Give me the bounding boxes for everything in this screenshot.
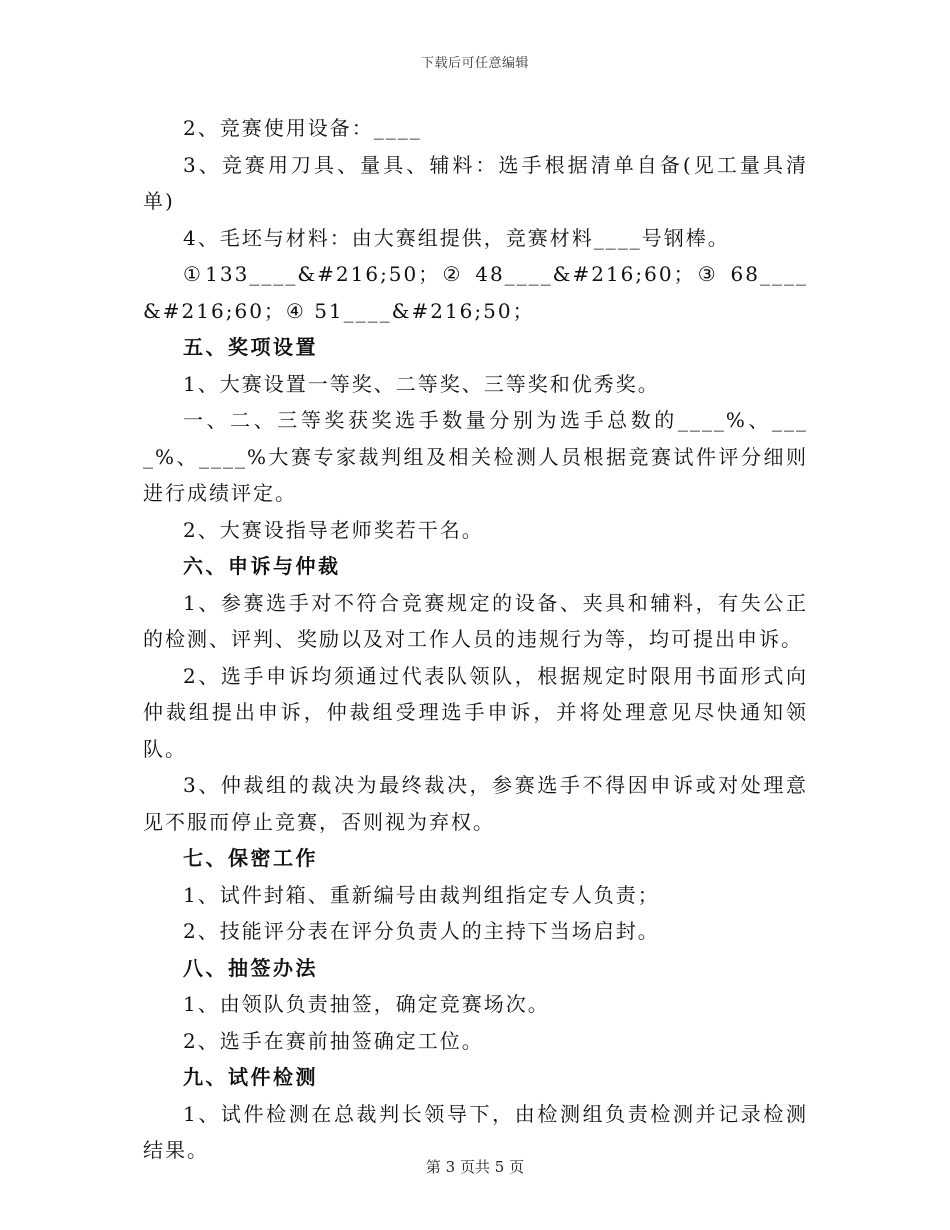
paragraph-mentor-award: 2、大赛设指导老师奖若干名。	[183, 517, 484, 542]
paragraph-equipment: 2、竞赛使用设备：____	[183, 116, 422, 140]
paragraph-appeal-process: 2、选手申诉均须通过代表队领队，根据规定时限用书面形式向仲裁组提出申诉，仲裁组受理选手申诉，并将处理意见尽快通知领队。	[143, 663, 808, 761]
paragraph-draw-session: 1、由领队负责抽签，确定竞赛场次。	[183, 992, 550, 1016]
paragraph-arbitration-final: 3、仲裁组的裁决为最终裁决，参赛选手不得因申诉或对处理意见不服而停止竞赛，否则视为弃权。	[143, 773, 808, 834]
paragraph-award-levels: 1、大赛设置一等奖、二等奖、三等奖和优秀奖。	[183, 371, 660, 396]
paragraph-appeal-scope: 1、参赛选手对不符合竞赛规定的设备、夹具和辅料，有失公正的检测、评判、奖励以及对工作人员的违规行为等，均可提出申诉。	[143, 590, 808, 651]
section-heading-draw: 八、抽签办法	[183, 955, 318, 980]
paragraph-materials: 4、毛坯与材料：由大赛组提供，竞赛材料____号钢棒。	[183, 225, 730, 250]
section-heading-awards: 五、奖项设置	[183, 335, 318, 359]
section-heading-inspection: 九、试件检测	[183, 1065, 318, 1089]
paragraph-award-ratios: 一、二、三等奖获奖选手数量分别为选手总数的____%、____%、____%大赛专家裁判组及相关检测人员根据竞赛试件评分细则进行成绩评定。	[143, 408, 808, 505]
paragraph-tools: 3、竞赛用刀具、量具、辅料：选手根据清单自备(见工量具清单)	[143, 152, 808, 213]
paragraph-score-sheet: 2、技能评分表在评分负责人的主持下当场启封。	[183, 919, 660, 943]
paragraph-inspection: 1、试件检测在总裁判长领导下，由检测组负责检测并记录检测结果。	[143, 1101, 808, 1162]
paragraph-material-specs: ①133____&#216;50；② 48____&#216;60；③ 68____&#216;60；④ 51____&#216;50；	[143, 262, 808, 323]
section-heading-appeals: 六、申诉与仲裁	[183, 554, 341, 578]
paragraph-draw-station: 2、选手在赛前抽签确定工位。	[183, 1028, 484, 1053]
page-header: 下载后可任意编辑	[420, 56, 529, 71]
document-body	[143, 110, 808, 1169]
paragraph-sealing: 1、试件封箱、重新编号由裁判组指定专人负责；	[183, 882, 660, 907]
page-footer: 第 3 页共 5 页	[425, 1158, 525, 1176]
section-heading-confidentiality: 七、保密工作	[183, 846, 318, 870]
